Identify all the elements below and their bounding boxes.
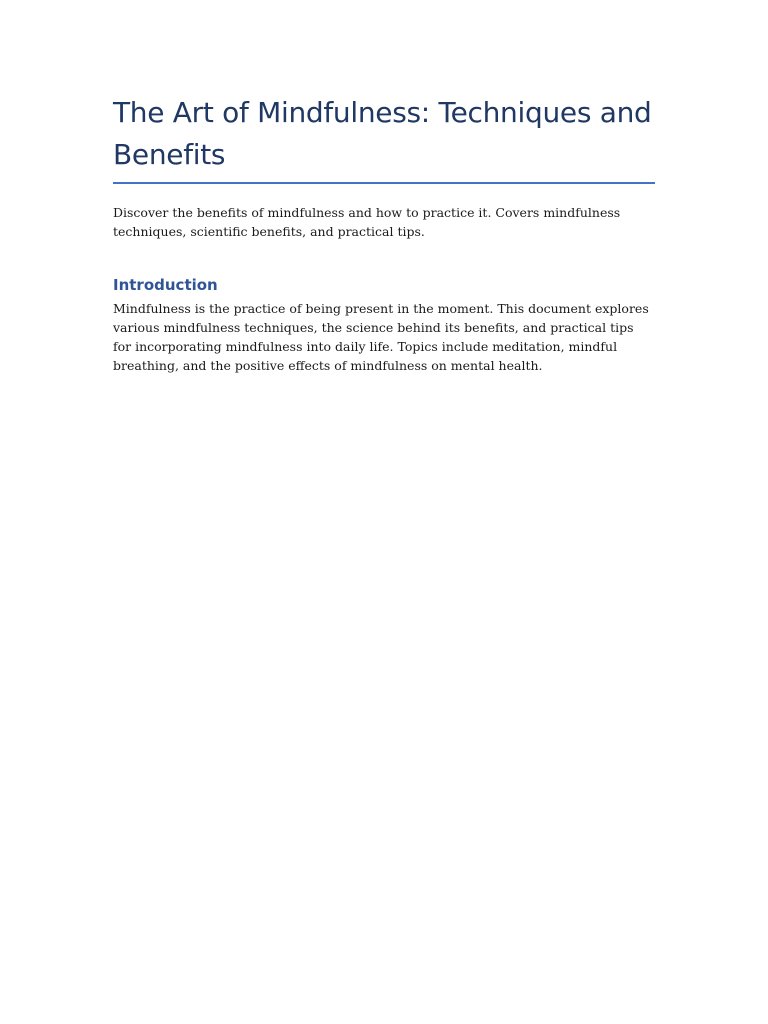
document-summary: Discover the benefits of mindfulness and how to practice it. Covers mindfulness techniques, scientific benefits, and practical tips. [113, 205, 621, 239]
section-introduction [113, 275, 655, 375]
section-heading: Introduction [113, 276, 218, 294]
document-title: The Art of Mindfulness: Techniques and Benefits [113, 92, 655, 184]
document-content [113, 92, 655, 375]
section-body: Mindfulness is the practice of being present in the moment. This document explores various mindfulness techniques, the science behind its benefits, and practical tips for incorporating mindfulness into daily life. Topics include meditation, mindful breathing, and the positive effects of mindfulness on mental health. [113, 301, 649, 373]
